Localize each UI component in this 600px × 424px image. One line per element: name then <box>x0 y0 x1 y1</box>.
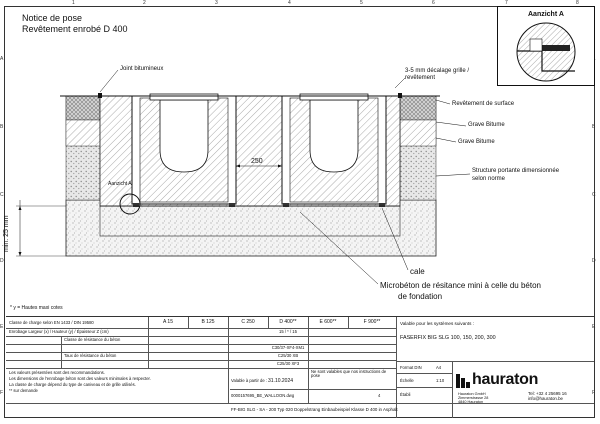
brand-address-1: Zimmerstrasse 28 <box>458 396 489 400</box>
label-microbeton-line-2: de fondation <box>398 292 443 301</box>
row1-label: Enrobage Largeur (x) / Hauteur (y) / Épaisseur Z (cm) <box>9 329 109 334</box>
class-a15: A 15 <box>162 319 173 325</box>
ruler-letter: E <box>0 324 4 330</box>
brand-company: Hauraton GmbH <box>458 392 486 396</box>
ruler-letter: D <box>0 258 4 264</box>
ruler-num: 8 <box>576 0 579 6</box>
valid-from-label: Valable à partir de : <box>231 378 268 383</box>
format-label: Format DIN <box>400 365 422 370</box>
hauraton-logo-icon <box>456 374 470 388</box>
label-surface: Revêtement de surface <box>452 101 515 107</box>
scale-value: 1:10 <box>436 378 445 383</box>
footer-description: FF-BIG SLG - SA - 200 Typ 020 Doppelstrang Einbaubeispiel Klasse D 400 in Asphalt <box>231 407 398 412</box>
ruler-num: 3 <box>215 0 218 6</box>
brand-email: info@hauraton.be <box>528 396 563 401</box>
footnote: * y = Hautes maxi cotes <box>10 305 63 311</box>
ruler-letter: D <box>592 258 596 264</box>
ruler-letter: C <box>592 192 596 198</box>
no-valid-label: Ne sont valables que nos instructions de pose <box>311 369 387 379</box>
label-grave-1: Grave Bitume <box>468 122 505 128</box>
class-f900: F 900** <box>363 319 381 325</box>
drainage-channel-right <box>282 94 386 204</box>
label-offset-line-1: 3-5 mm décalage grille / <box>405 68 470 74</box>
row2-value: C30/37-XF4-XM1 <box>271 345 305 350</box>
validity-label: Valable pour les systèmes suivants : <box>400 321 474 326</box>
row1-value: 15 / * / 15 <box>279 329 297 334</box>
ruler-letter: F <box>0 390 4 396</box>
label-structure-line-2: selon norme <box>472 176 506 182</box>
label-bitumen-joint: Joint bitumineux <box>120 66 164 72</box>
valid-from-date: 31.10.2024 <box>268 378 294 384</box>
drawn-label: Établi <box>400 392 411 397</box>
surface-layer-left <box>66 96 100 120</box>
row2-label: Classe de résistance du béton <box>64 337 121 342</box>
detail-view-drawing <box>502 21 590 83</box>
dimension-min-25 <box>16 200 66 256</box>
brand-name: hauraton <box>472 371 539 388</box>
row3-value: C25/30 XB <box>277 353 299 358</box>
class-c250: C 250 <box>241 319 255 325</box>
scale-label: Échelle <box>400 378 414 383</box>
validity-value: FASERFIX BIG SLG 100, 150, 200, 300 <box>400 335 496 341</box>
row3-label: Taux de résistance du béton <box>64 353 117 358</box>
title-block-table <box>6 316 594 418</box>
ruler-num: 4 <box>288 0 291 6</box>
label-cale: cale <box>410 267 425 276</box>
ruler-num: 5 <box>360 0 363 6</box>
label-offset-line-2: revêtement <box>405 75 436 81</box>
title-line-2: Revêtement enrobé D 400 <box>22 24 128 34</box>
ruler-letter: E <box>592 324 596 330</box>
sheet-number: 4 <box>378 393 381 398</box>
ruler-letter: A <box>0 56 4 62</box>
note-1: Les valeurs présentées sont des recommandations. <box>9 370 105 375</box>
ruler-letter: F <box>592 390 596 396</box>
brand-phone: Tel: +32 4 25695 16 <box>528 391 567 396</box>
ruler-letter: C <box>0 192 4 198</box>
note-2: Les dimensions de l'enrobage béton sont des valeurs minimales à respecter. <box>9 376 151 381</box>
ruler-num: 6 <box>432 0 435 6</box>
norm-label: Classe de charge selon EN 1433 / DIN 19580 <box>9 320 94 325</box>
grave-right <box>400 120 436 146</box>
doc-number: 0000157695_BE_WALLOON.dwg <box>231 393 295 398</box>
drainage-channel-left <box>132 94 236 204</box>
detail-view-box <box>497 6 595 86</box>
ruler-letter: B <box>592 124 596 130</box>
brand-block <box>456 372 590 402</box>
class-d400: D 400** <box>279 319 297 325</box>
label-grave-2: Grave Bitume <box>458 139 495 145</box>
row4-value: C25/30 XF3 <box>276 361 300 366</box>
concrete-bed <box>100 206 400 236</box>
surface-layer-right <box>400 96 436 120</box>
detail-marker-label: Aanzicht A <box>108 181 132 187</box>
class-e600: E 600** <box>319 319 337 325</box>
ruler-num: 7 <box>505 0 508 6</box>
grave-left <box>66 120 100 146</box>
label-microbeton-line-1: Microbéton de résitance mini à celle du béton <box>380 281 541 290</box>
dimension-min-label: min. 25 mm <box>3 215 10 252</box>
dimension-250-label: 250 <box>251 158 263 165</box>
note-3: La classe de charge dépend du type de caniveau et de grille utilisés. <box>9 382 136 387</box>
ruler-num: 2 <box>143 0 146 6</box>
ruler-num: 1 <box>72 0 75 6</box>
title-line-1: Notice de pose <box>22 13 83 23</box>
detail-view-label: Aanzicht A <box>528 11 564 18</box>
class-b125: B 125 <box>201 319 215 325</box>
note-4: ** sur demande <box>9 388 38 393</box>
label-structure-line-1: Structure portante dimensionnée <box>472 168 560 174</box>
ruler-letter: B <box>0 124 4 130</box>
format-value: A4 <box>436 365 442 370</box>
brand-address-2: 4840 Hauraton <box>458 400 484 404</box>
